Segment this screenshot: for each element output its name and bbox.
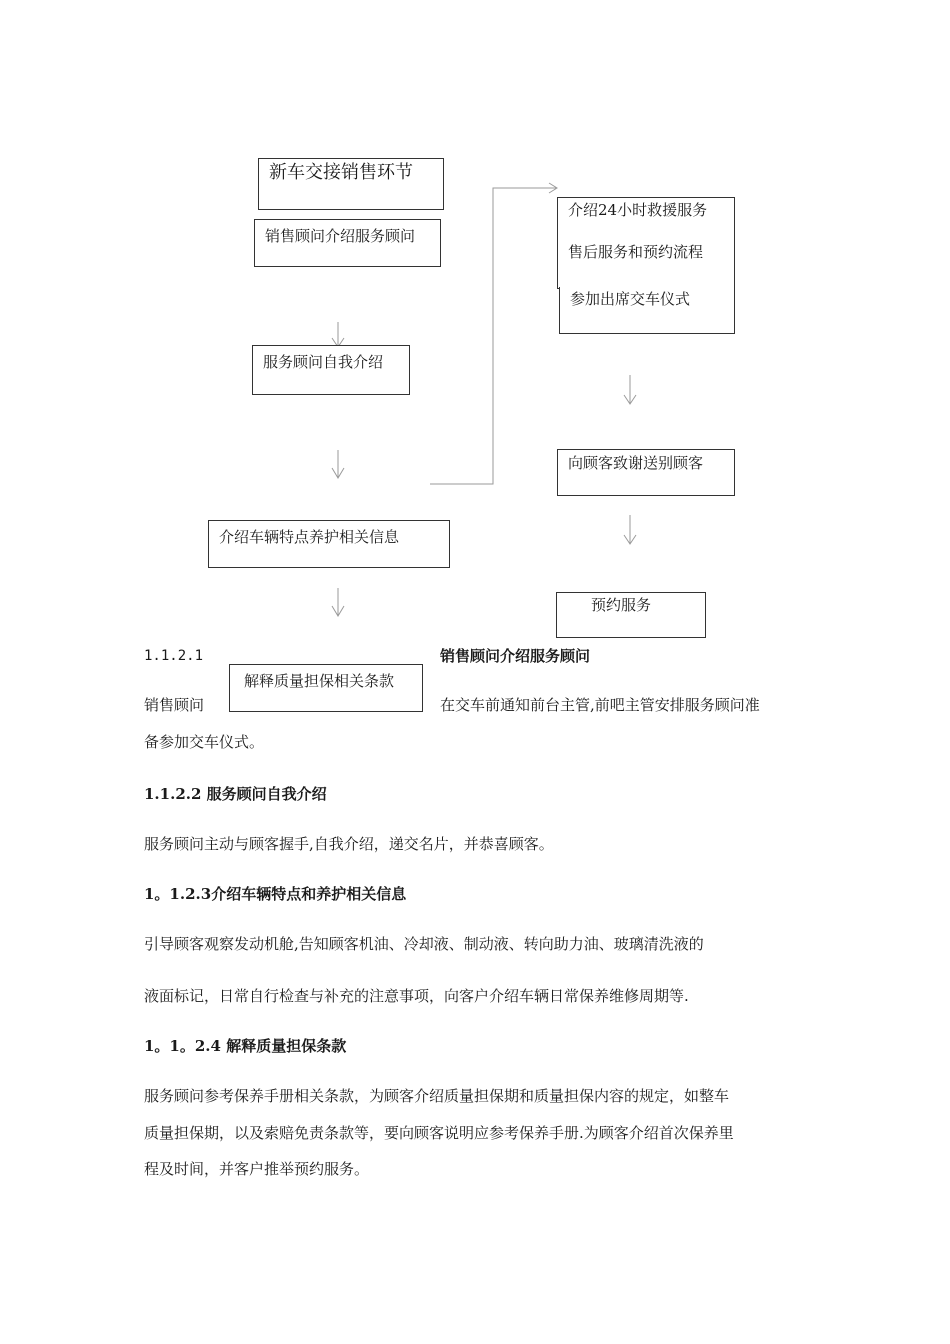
flow-box-24h-rescue <box>557 197 735 289</box>
flow-box-self-introduction: 服务顾问自我介绍 <box>252 345 410 395</box>
section-1-number: 1.1.2.1 <box>144 648 204 664</box>
section-1-text-end: 在交车前通知前台主管,前吧主管安排服务顾问准 <box>440 696 760 714</box>
section-4-heading: 1。1。2.4 解释质量担保条款 <box>144 1037 347 1055</box>
section-4-line3: 程及时间，并客户推举预约服务。 <box>144 1160 370 1178</box>
flow-box-warranty-terms: 解释质量担保相关条款 <box>229 664 423 712</box>
arrow-step1-to-step2 <box>332 322 344 347</box>
section-2-heading: 1.1.2.2 服务顾问自我介绍 <box>144 785 327 803</box>
arrow-step3-to-step4 <box>332 588 344 616</box>
section-4-line1: 服务顾问参考保养手册相关条款，为顾客介绍质量担保期和质量担保内容的规定，如整车 <box>144 1087 730 1105</box>
flow-box-24h-rescue-line1: 介绍24小时救援服务 <box>568 201 708 219</box>
flow-box-thank-customer: 向顾客致谢送别顾客 <box>557 449 735 496</box>
flow-box-start: 新车交接销售环节 <box>258 158 444 210</box>
section-3-heading: 1。1.2.3介绍车辆特点和养护相关信息 <box>144 885 407 903</box>
section-4-line2: 质量担保期，以及索赔免责条款等，要向顾客说明应参考保养手册.为顾客介绍首次保养里 <box>144 1124 734 1142</box>
section-3-line1: 引导顾客观察发动机舱,告知顾客机油、冷却液、制动液、转向助力油、玻璃清洗液的 <box>144 935 704 953</box>
section-1-text-line2: 备参加交车仪式。 <box>144 733 265 751</box>
arrow-step2-to-step3 <box>332 450 344 478</box>
flow-box-attend-ceremony: 参加出席交车仪式 <box>559 287 735 334</box>
flow-box-sales-introduces-service: 销售顾问介绍服务顾问 <box>254 219 441 267</box>
flow-box-after-sales-line2: 售后服务和预约流程 <box>568 243 704 261</box>
section-1-text-start: 销售顾问 <box>144 696 205 714</box>
arrow-step8-to-step9 <box>624 515 636 544</box>
flow-box-vehicle-features: 介绍车辆特点养护相关信息 <box>208 520 450 568</box>
arrow-step7-to-step8 <box>624 375 636 404</box>
section-2-body: 服务顾问主动与顾客握手,自我介绍，递交名片，并恭喜顾客。 <box>144 835 554 853</box>
section-3-line2: 液面标记，日常自行检查与补充的注意事项，向客户介绍车辆日常保养维修周期等. <box>144 987 689 1005</box>
connector-left-to-right <box>430 188 556 484</box>
flow-box-appointment: 预约服务 <box>556 592 706 638</box>
section-1-heading: 销售顾问介绍服务顾问 <box>440 647 591 665</box>
